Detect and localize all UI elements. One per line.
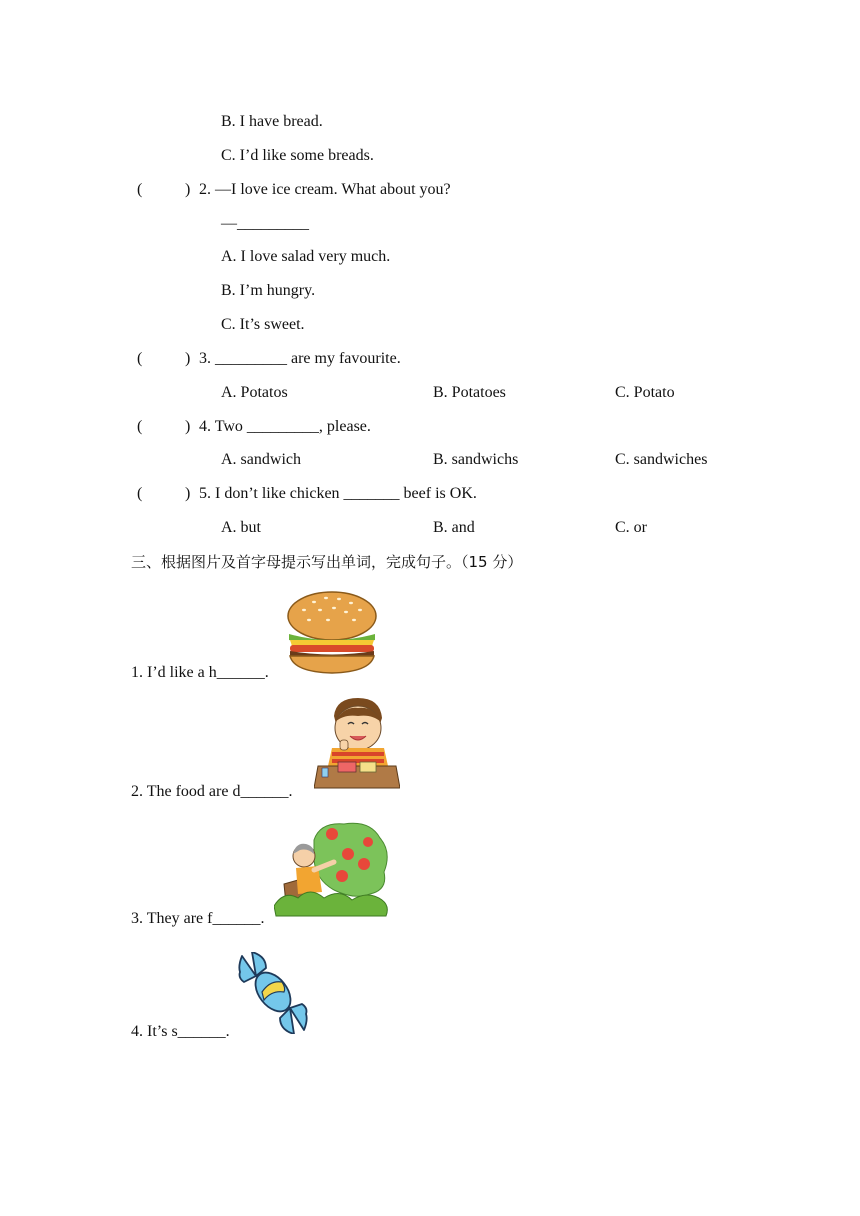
fill-item-4: 4. It’s s______. bbox=[131, 1023, 230, 1040]
q4-option-b: B. sandwichs bbox=[433, 451, 519, 468]
q2-paren-open: ( bbox=[137, 181, 143, 198]
q1-option-c: C. I’d like some breads. bbox=[221, 147, 374, 164]
q1-option-b: B. I have bread. bbox=[221, 113, 323, 130]
q5-option-a: A. but bbox=[221, 519, 261, 536]
q3-option-c: C. Potato bbox=[615, 384, 675, 401]
q2-paren-close: ) bbox=[185, 181, 191, 198]
hamburger-icon bbox=[284, 590, 380, 676]
q5-stem: 5. I don’t like chicken _______ beef is OK. bbox=[199, 485, 477, 502]
q2-option-a: A. I love salad very much. bbox=[221, 248, 391, 265]
q3-paren-open: ( bbox=[137, 350, 143, 367]
q4-option-c: C. sandwiches bbox=[615, 451, 708, 468]
q4-paren-close: ) bbox=[185, 418, 191, 435]
q3-stem: 3. _________ are my favourite. bbox=[199, 350, 401, 367]
q2-option-c: C. It’s sweet. bbox=[221, 316, 305, 333]
q5-option-b: B. and bbox=[433, 519, 475, 536]
q5-paren-open: ( bbox=[137, 485, 143, 502]
q5-option-c: C. or bbox=[615, 519, 647, 536]
candy-icon bbox=[236, 952, 310, 1034]
fill-item-3: 3. They are f______. bbox=[131, 910, 265, 927]
grandpa-picking-apples-icon bbox=[274, 820, 390, 920]
fill-item-1: 1. I’d like a h______. bbox=[131, 664, 269, 681]
boy-eating-icon bbox=[314, 696, 400, 794]
q2-option-b: B. I’m hungry. bbox=[221, 282, 316, 299]
q5-paren-close: ) bbox=[185, 485, 191, 502]
q2-answer-line: —_________ bbox=[221, 215, 309, 232]
q3-option-b: B. Potatoes bbox=[433, 384, 506, 401]
q3-paren-close: ) bbox=[185, 350, 191, 367]
q4-paren-open: ( bbox=[137, 418, 143, 435]
q3-option-a: A. Potatos bbox=[221, 384, 288, 401]
section-3-heading: 三、根据图片及首字母提示写出单词，完成句子。（15 分） bbox=[131, 553, 523, 571]
q4-stem: 4. Two _________, please. bbox=[199, 418, 371, 435]
fill-item-2: 2. The food are d______. bbox=[131, 783, 293, 800]
q2-stem: 2. —I love ice cream. What about you? bbox=[199, 181, 451, 198]
q4-option-a: A. sandwich bbox=[221, 451, 301, 468]
